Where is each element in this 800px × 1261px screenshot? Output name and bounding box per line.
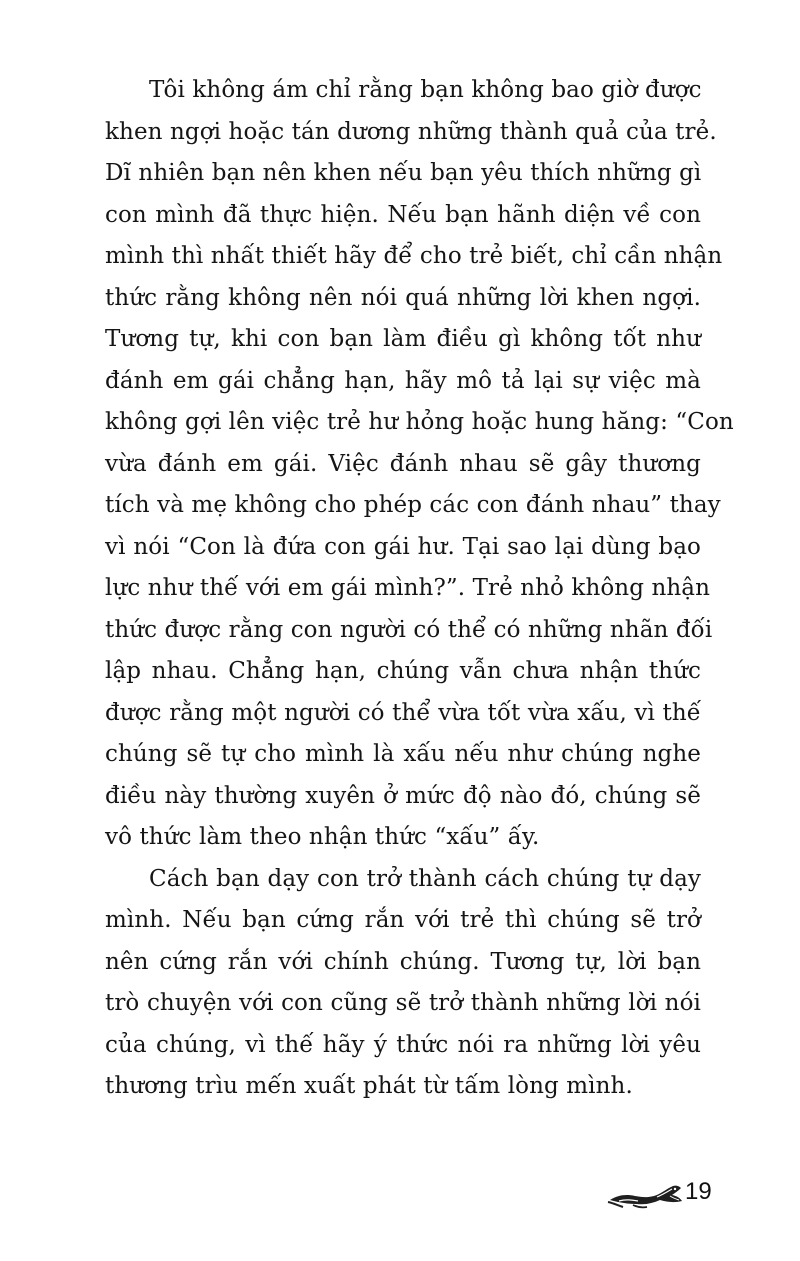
text-line: Tương tự, khi con bạn làm điều gì không tốt như — [105, 326, 701, 352]
page-footer — [606, 1174, 716, 1214]
text-line: Dĩ nhiên bạn nên khen nếu bạn yêu thích những gì — [105, 160, 702, 186]
text-line: thương trìu mến xuất phát từ tấm lòng mình. — [105, 1073, 633, 1099]
text-line: lập nhau. Chẳng hạn, chúng vẫn chưa nhận thức — [105, 658, 701, 684]
text-line: Tôi không ám chỉ rằng bạn không bao giờ được — [149, 77, 702, 103]
text-line: nên cứng rắn với chính chúng. Tương tự, lời bạn — [105, 948, 701, 975]
text-line: con mình đã thực hiện. Nếu bạn hãnh diện về con — [105, 201, 701, 228]
paragraph-1 — [105, 70, 734, 859]
text-line: vì nói “Con là đứa con gái hư. Tại sao lại dùng bạo — [105, 533, 701, 560]
text-line: không gợi lên việc trẻ hư hỏng hoặc hung hăng: “Con — [105, 409, 734, 435]
text-line: trò chuyện với con cũng sẽ trở thành những lời nói — [105, 990, 701, 1016]
fish-ornament-icon — [606, 1178, 686, 1210]
text-line: lực như thế với em gái mình?”. Trẻ nhỏ không nhận — [105, 575, 711, 601]
text-line: mình. Nếu bạn cứng rắn với trẻ thì chúng sẽ trở — [105, 907, 701, 933]
text-line: đánh em gái chẳng hạn, hãy mô tả lại sự việc mà — [105, 367, 701, 394]
text-line: khen ngợi hoặc tán dương những thành quả của trẻ. — [105, 118, 717, 145]
page-number: 19 — [685, 1178, 712, 1205]
text-line: vô thức làm theo nhận thức “xấu” ấy. — [105, 824, 540, 850]
text-line: Cách bạn dạy con trở thành cách chúng tự dạy — [149, 865, 701, 892]
body-text — [105, 70, 734, 1108]
text-line: mình thì nhất thiết hãy để cho trẻ biết, chỉ cần nhận — [105, 243, 723, 269]
text-line: chúng sẽ tự cho mình là xấu nếu như chúng nghe — [105, 741, 701, 767]
text-line: vừa đánh em gái. Việc đánh nhau sẽ gây thương — [105, 450, 701, 477]
paragraph-2 — [105, 859, 701, 1108]
text-line: tích và mẹ không cho phép các con đánh nhau” thay — [105, 492, 721, 518]
text-line: điều này thường xuyên ở mức độ nào đó, chúng sẽ — [105, 782, 701, 809]
text-line: thức rằng không nên nói quá những lời khen ngợi. — [105, 284, 701, 311]
text-line: của chúng, vì thế hãy ý thức nói ra những lời yêu — [105, 1031, 701, 1058]
text-line: thức được rằng con người có thể có những nhãn đối — [105, 616, 713, 643]
text-line: được rằng một người có thể vừa tốt vừa xấu, vì thế — [105, 699, 701, 726]
